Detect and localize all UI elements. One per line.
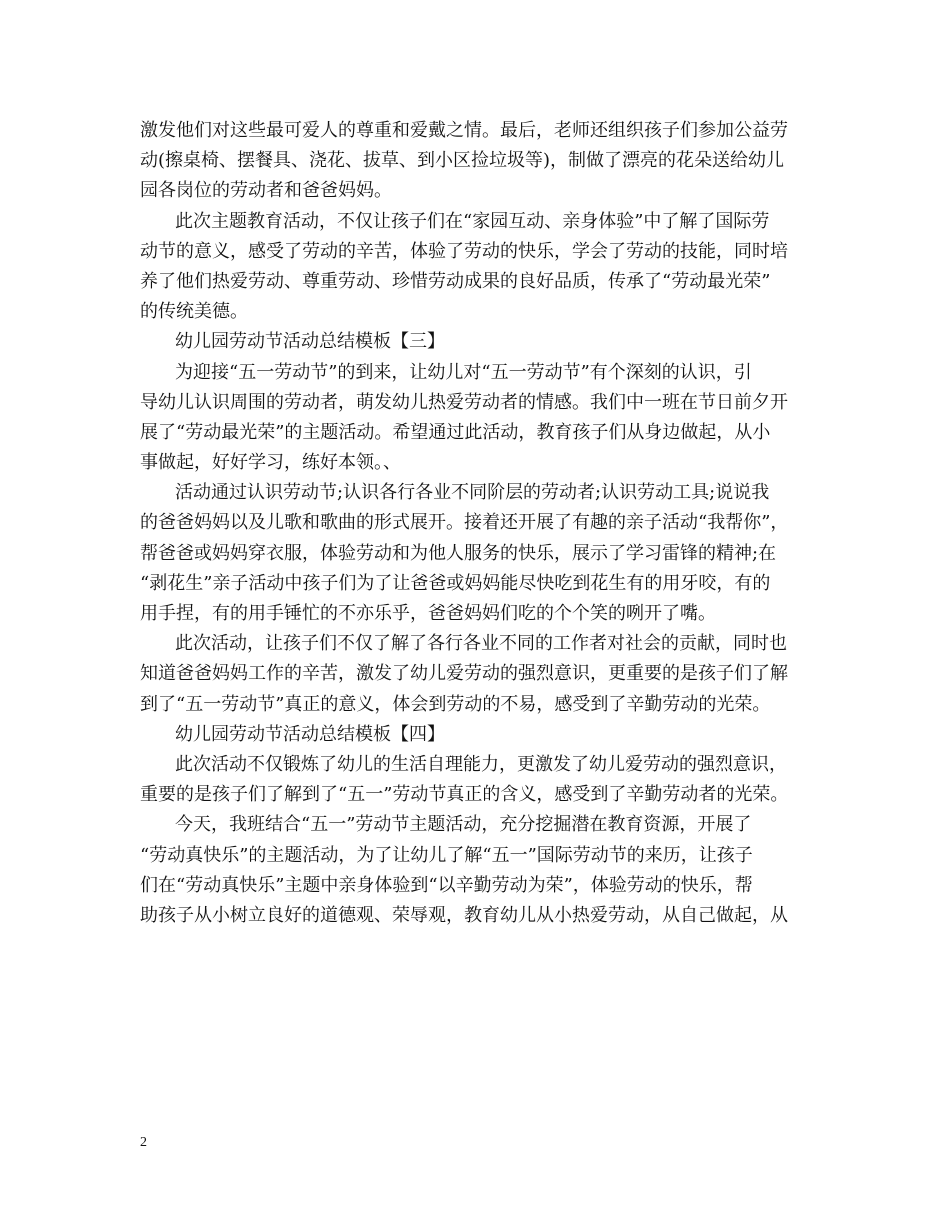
text-line: 激发他们对这些最可爱人的尊重和爱戴之情。最后，老师还组织孩子们参加公益劳	[140, 120, 788, 141]
text-line: 助孩子从小树立良好的道德观、荣辱观，教育幼儿从小热爱劳动，从自己做起，从	[140, 904, 788, 926]
text-line: 展了“劳动最光荣”的主题活动。希望通过此活动，教育孩子们从身边做起，从小	[140, 421, 771, 443]
text-line: 的爸爸妈妈以及儿歌和歌曲的形式展开。接着还开展了有趣的亲子活动“我帮你”，	[140, 512, 789, 534]
text-line: 们在“劳动真快乐”主题中亲身体验到“以辛勤劳动为荣”，体验劳动的快乐，帮	[140, 874, 753, 896]
text-line: 幼儿园劳动节活动总结模板【四】	[175, 723, 445, 745]
text-line: 此次活动，让孩子们不仅了解了各行各业不同的工作者对社会的贡献，同时也	[175, 633, 787, 655]
text-line: “劳动真快乐”的主题活动，为了让幼儿了解“五一”国际劳动节的来历，让孩子	[140, 844, 753, 866]
text-line: 幼儿园劳动节活动总结模板【三】	[175, 331, 445, 353]
text-line: 到了“五一劳动节”真正的意义，体会到劳动的不易，感受到了辛勤劳动的光荣。	[140, 693, 771, 715]
text-line: 导幼儿认识周围的劳动者，萌发幼儿热爱劳动者的情感。我们中一班在节日前夕开	[140, 391, 788, 413]
text-line: 的传统美德。	[140, 301, 248, 323]
text-line: 动节的意义，感受了劳动的辛苦，体验了劳动的快乐，学会了劳动的技能，同时培	[140, 240, 788, 262]
text-line: “剥花生”亲子活动中孩子们为了让爸爸或妈妈能尽快吃到花生有的用牙咬，有的	[140, 572, 771, 594]
text-line: 用手捏，有的用手锤忙的不亦乐乎，爸爸妈妈们吃的个个笑的咧开了嘴。	[140, 603, 716, 624]
page-number: 2	[140, 1135, 147, 1150]
text-line: 园各岗位的劳动者和爸爸妈妈。	[140, 180, 392, 202]
text-line: 帮爸爸或妈妈穿衣服，体验劳动和为他人服务的快乐，展示了学习雷锋的精神;在	[140, 542, 777, 564]
text-line: 活动通过认识劳动节;认识各行各业不同阶层的劳动者;认识劳动工具;说说我	[175, 482, 770, 504]
text-line: 此次活动不仅锻炼了幼儿的生活自理能力，更激发了幼儿爱劳动的强烈意识，	[175, 753, 787, 775]
text-line: 动(擦桌椅、摆餐具、浇花、拔草、到小区捡垃圾等)，制做了漂亮的花朵送给幼儿	[140, 150, 785, 172]
text-line: 事做起，好好学习，练好本领。、	[140, 452, 401, 474]
text-line: 知道爸爸妈妈工作的辛苦，激发了幼儿爱劳动的强烈意识，更重要的是孩子们了解	[140, 663, 788, 685]
body-text	[140, 116, 820, 931]
text-line: 此次主题教育活动，不仅让孩子们在“家园互动、亲身体验”中了解了国际劳	[175, 210, 770, 232]
text-line: 为迎接“五一劳动节”的到来，让幼儿对“五一劳动节”有个深刻的认识，引	[175, 361, 752, 383]
text-line: 养了他们热爱劳动、尊重劳动、珍惜劳动成果的良好品质，传承了“劳动最光荣”	[140, 270, 771, 292]
text-line: 今天，我班结合“五一”劳动节主题活动，充分挖掘潜在教育资源，开展了	[175, 814, 752, 836]
text-line: 重要的是孩子们了解到了“五一”劳动节真正的含义，感受到了辛勤劳动者的光荣。	[140, 784, 789, 806]
